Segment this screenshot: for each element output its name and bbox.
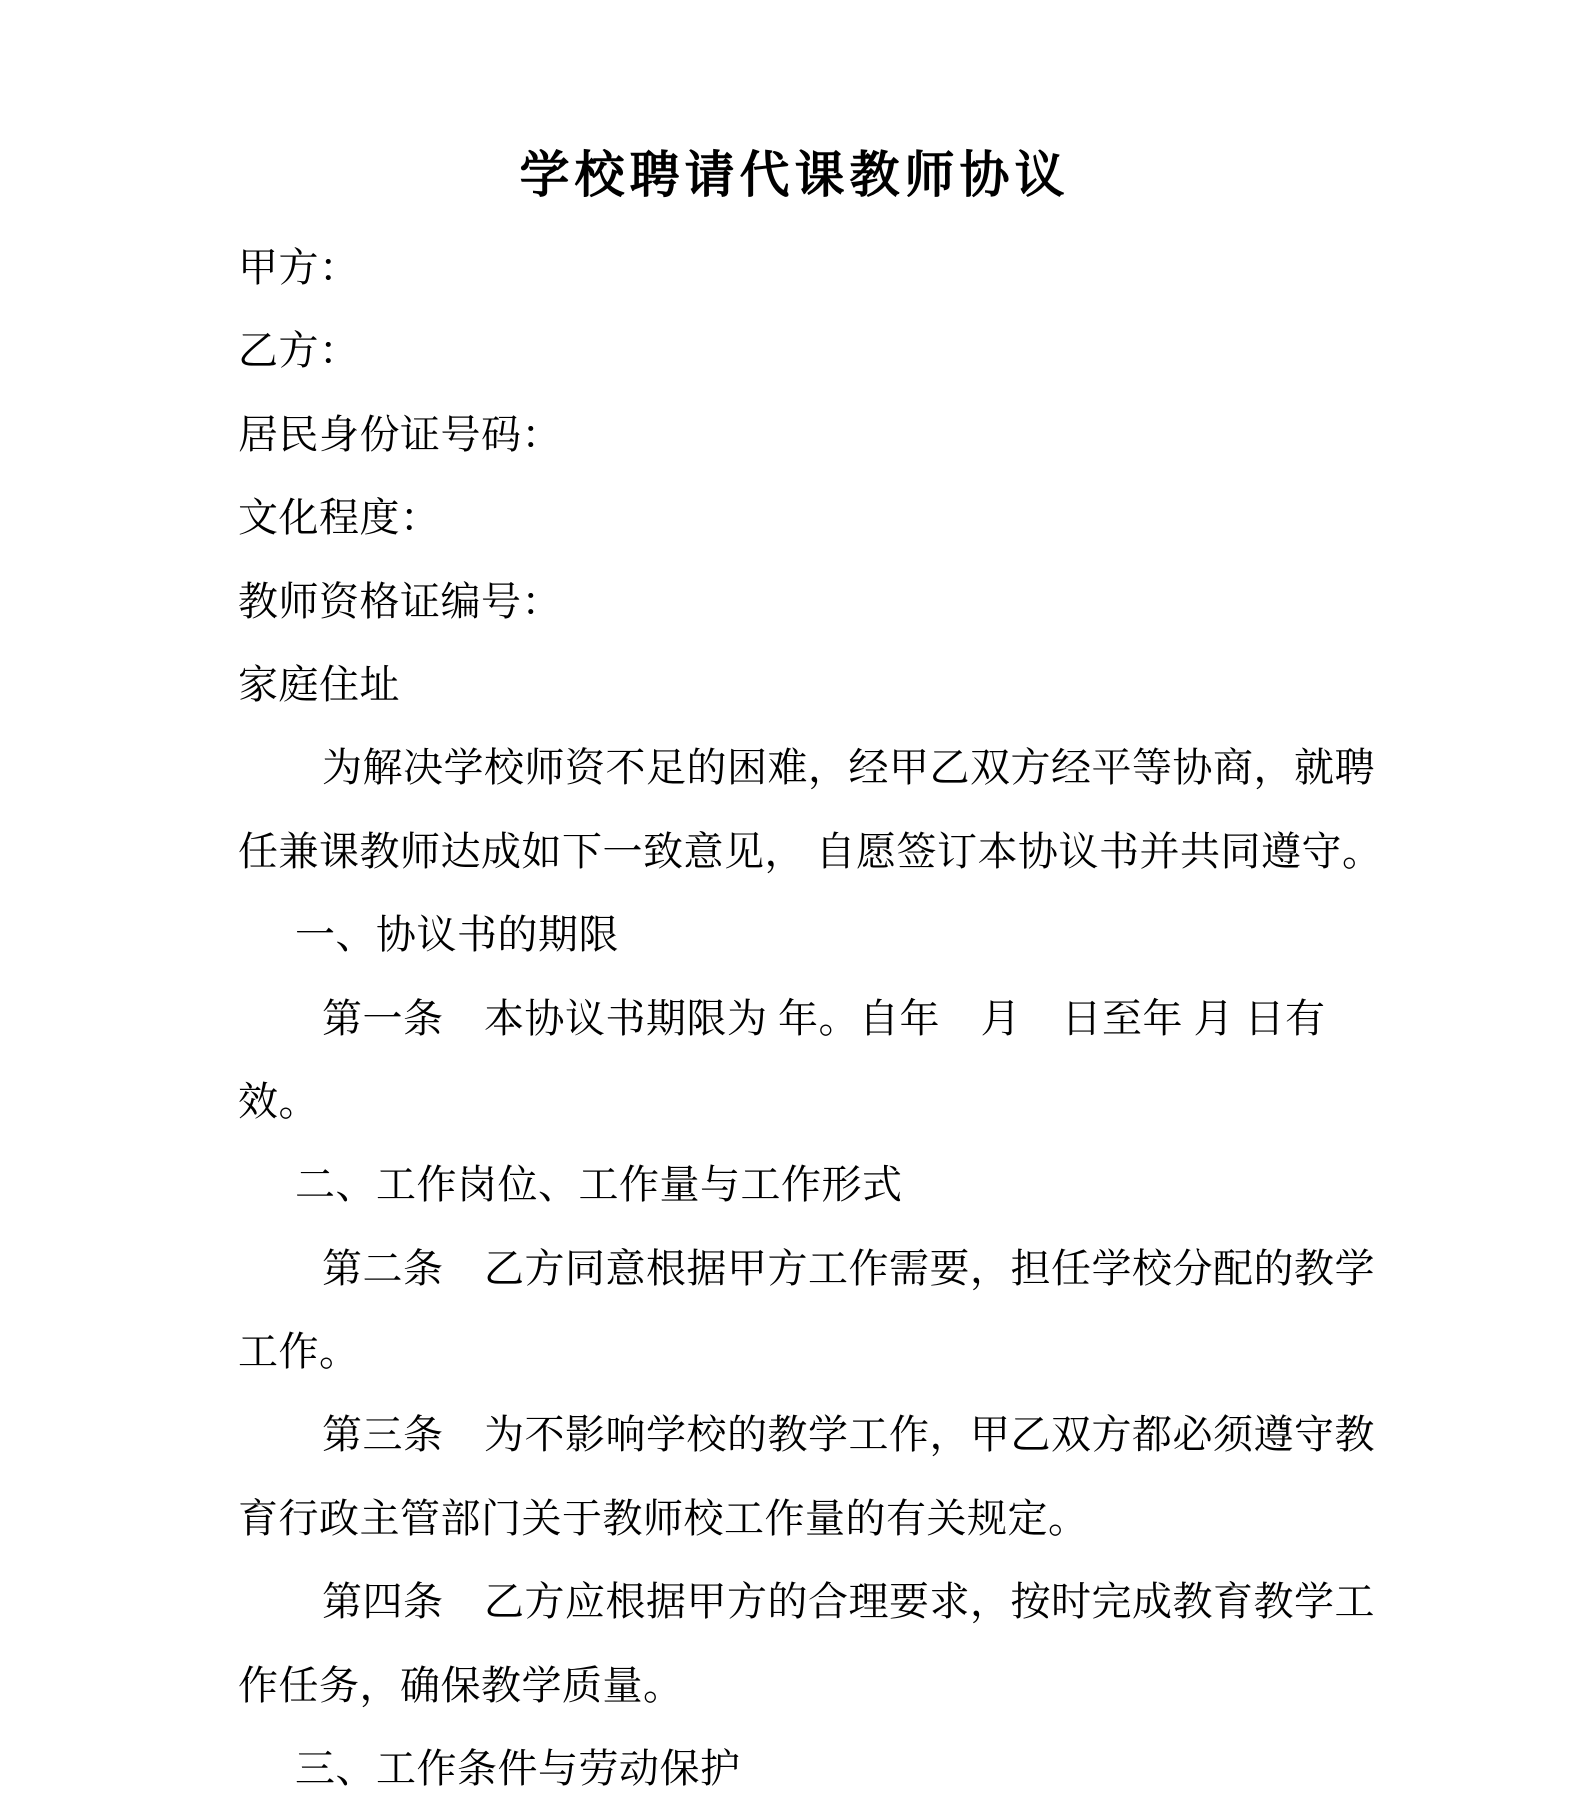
- document-line: 居民身份证号码：: [238, 411, 562, 457]
- document-line: 二、工作岗位、工作量与工作形式: [295, 1162, 903, 1208]
- document-line: 教师资格证编号：: [238, 578, 562, 624]
- document-line: 作任务，确保教学质量。: [238, 1662, 684, 1708]
- document-line: 任兼课教师达成如下一致意见， 自愿签订本协议书并共同遵守。: [238, 828, 1383, 874]
- document-line: 效。: [238, 1078, 319, 1124]
- document-line: 三、工作条件与劳动保护: [295, 1746, 741, 1792]
- document-line: 育行政主管部门关于教师校工作量的有关规定。: [238, 1495, 1089, 1541]
- document-line: 一、协议书的期限: [295, 912, 619, 958]
- document-line: 乙方：: [238, 328, 360, 374]
- document-line: 甲方：: [238, 245, 360, 290]
- document-line: 第二条 乙方同意根据甲方工作需要，担任学校分配的教学: [322, 1245, 1375, 1291]
- document-line: 文化程度：: [238, 495, 441, 541]
- document-line: 第一条 本协议书期限为 年。自年 月 日至年 月 日有: [322, 995, 1326, 1041]
- document-line: 家庭住址: [238, 661, 400, 707]
- document-line: 第三条 为不影响学校的教学工作，甲乙双方都必须遵守教: [322, 1412, 1375, 1458]
- document-line: 第四条 乙方应根据甲方的合理要求，按时完成教育教学工: [322, 1579, 1375, 1625]
- document-line: 工作。: [238, 1329, 360, 1375]
- document-line: 为解决学校师资不足的困难，经甲乙双方经平等协商，就聘: [322, 745, 1375, 791]
- document-title: 学校聘请代课教师协议: [519, 147, 1070, 203]
- document-body: [238, 226, 1383, 1797]
